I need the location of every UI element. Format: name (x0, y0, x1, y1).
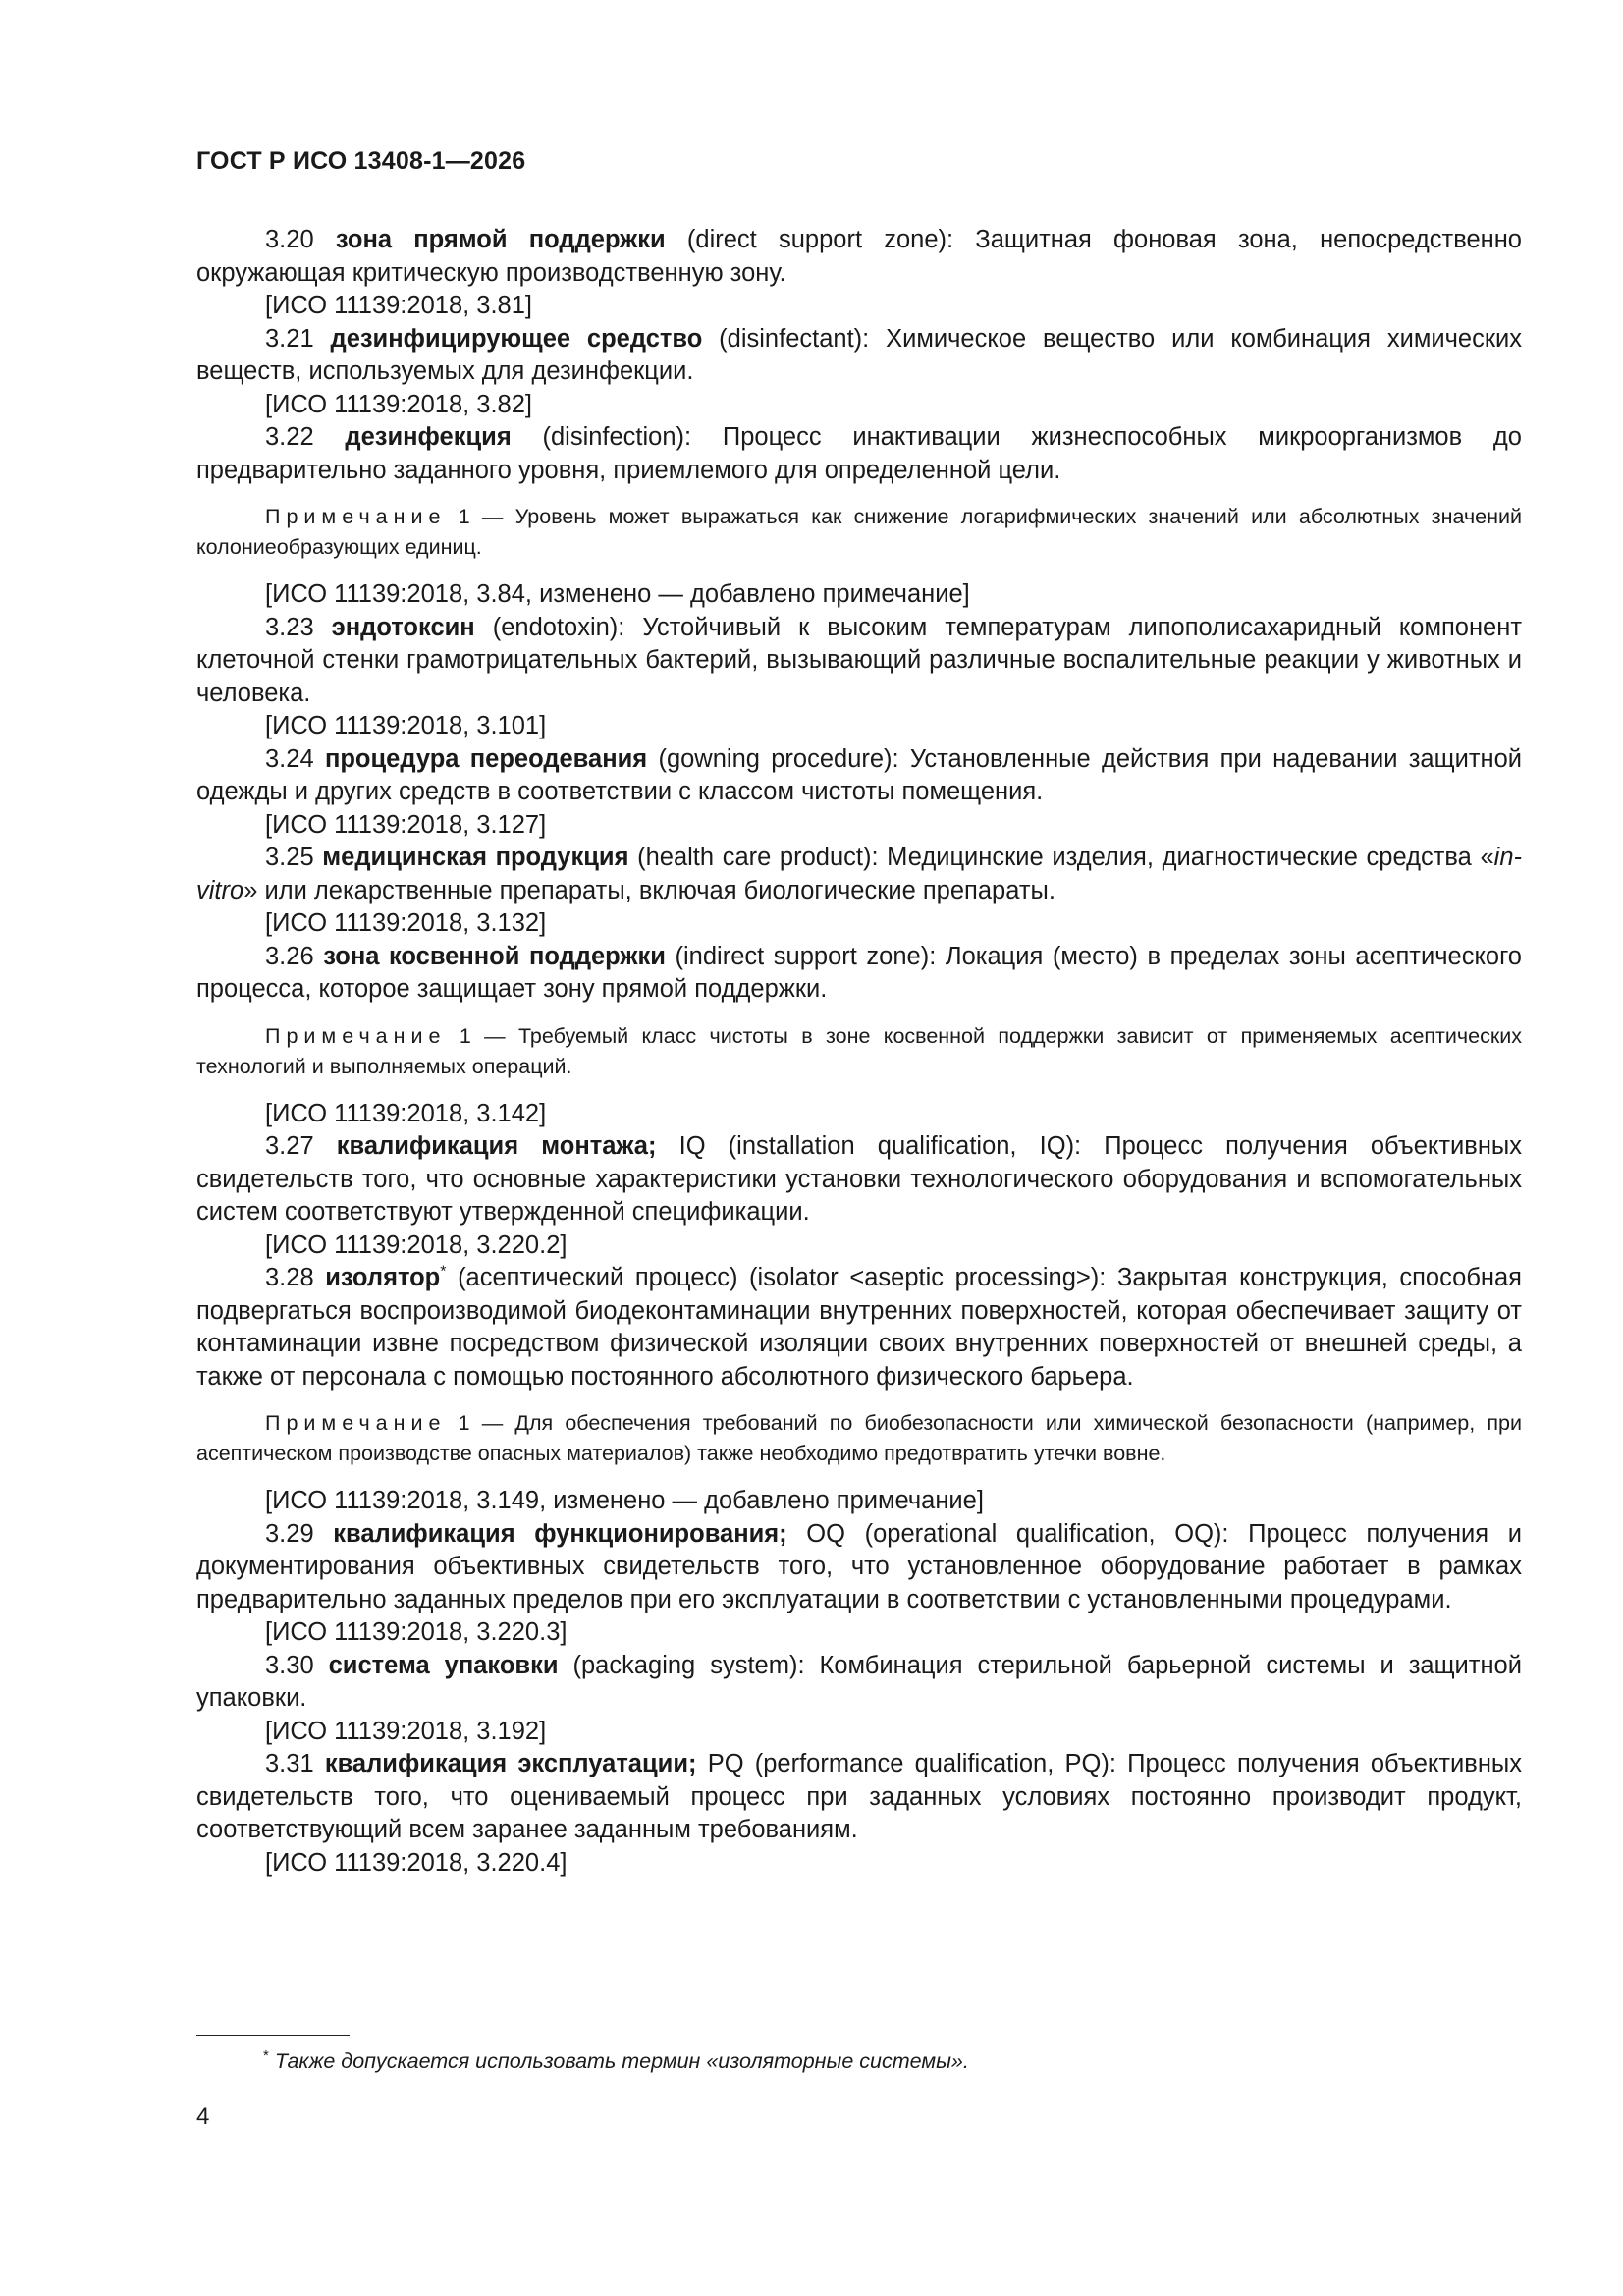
reference: [ИСО 11139:2018, 3.127] (265, 810, 547, 839)
note-text: 1 — Уровень может выражаться как снижение логарифмических значений или абсолютных значений колониеобразующих единиц. (196, 505, 1522, 559)
term-name: медицинская продукция (322, 844, 629, 871)
footnote-text: Также допускается использовать термин «изоляторные системы». (268, 2050, 969, 2073)
entry-number: 3.25 (265, 844, 314, 871)
entry-number: 3.30 (265, 1651, 314, 1679)
term-name: квалификация монтажа; (336, 1132, 657, 1160)
term-entry-3-29 (196, 1518, 1522, 1617)
note (196, 1021, 1522, 1082)
term-entry-3-31 (196, 1748, 1522, 1847)
reference: [ИСО 11139:2018, 3.84, изменено — добавлено примечание] (265, 580, 970, 608)
term-entry-3-28 (196, 1262, 1522, 1394)
term-name: квалификация функционирования; (333, 1519, 787, 1548)
term-definition: (асептический процесс) (isolator <aseptic processing>): Закрытая конструкция, способная подвергаться воспроизводимой биодеконтаминации внутренних поверхностей, которая обеспечивает защиту от контаминации извне посредством физической изоляции своих внутренних поверхностей от внешней среды, а также от персонала с помощью постоянного абсолютного физического барьера. (196, 1264, 1522, 1391)
term-name: система упаковки (328, 1651, 559, 1679)
entry-number: 3.28 (265, 1264, 314, 1291)
reference: [ИСО 11139:2018, 3.101] (265, 712, 547, 739)
entry-number: 3.22 (265, 423, 314, 451)
note-text: 1 — Требуемый класс чистоты в зоне косвенной поддержки зависит от применяемых асептических технологий и выполняемых операций. (196, 1023, 1522, 1078)
entry-number: 3.20 (265, 226, 314, 253)
reference: [ИСО 11139:2018, 3.220.4] (265, 1848, 568, 1877)
entry-number: 3.23 (265, 613, 314, 641)
term-entry-3-22 (196, 421, 1522, 487)
reference: [ИСО 11139:2018, 3.132] (265, 909, 547, 937)
term-definition: (disinfectant): Химическое вещество или комбинация химических веществ, используемых для дезинфекции. (196, 324, 1522, 385)
entry-number: 3.26 (265, 942, 314, 970)
footnote-separator (196, 2035, 350, 2036)
term-name: изолятор (325, 1264, 441, 1291)
term-name: процедура переодевания (324, 744, 648, 773)
term-definition: (indirect support zone): Локация (место) в пределах зоны асептического процесса, которое защищает зону прямой поддержки. (196, 942, 1522, 1003)
term-name: зона прямой поддержки (335, 226, 666, 253)
term-definition: OQ (operational qualification, OQ): Процесс получения и документирования объективных свидетельств того, что установленное оборудование работает в рамках предварительно заданных пределов при его эксплуатации в соответствии с установленными процедурами. (196, 1519, 1522, 1613)
term-name: квалификация эксплуатации; (324, 1750, 697, 1777)
reference: [ИСО 11139:2018, 3.142] (265, 1099, 547, 1127)
reference: [ИСО 11139:2018, 3.220.2] (265, 1230, 568, 1259)
term-entry-3-24 (196, 743, 1522, 809)
term-definition-part-a: (health care product): Медицинские изделия, диагностические средства « (628, 844, 1494, 871)
term-definition: (gowning procedure): Установленные действия при надевании защитной одежды и других средств в соответствии с классом чистоты помещения. (196, 744, 1523, 805)
reference: [ИСО 11139:2018, 3.220.3] (265, 1618, 568, 1646)
term-definition: (endotoxin): Устойчивый к высоким температурам липополисахаридный компонент клеточной стенки грамотрицательных бактерий, вызывающий различные воспалительные реакции у животных и человека. (196, 613, 1522, 707)
term-name: дезинфекция (345, 423, 512, 451)
term-definition-italic: in-vitro (196, 844, 1522, 904)
footnote (263, 2047, 969, 2076)
term-entry-3-26 (196, 941, 1522, 1007)
note-text: 1 — Для обеспечения требований по биобезопасности или химической безопасности (например, при асептическом производстве опасных материалов) также необходимо предотвратить утечки вовне. (196, 1411, 1522, 1465)
entry-number: 3.31 (265, 1750, 314, 1777)
entry-number: 3.24 (265, 744, 314, 773)
note (196, 1408, 1522, 1469)
entry-number: 3.27 (265, 1132, 314, 1160)
term-definition: (disinfection): Процесс инактивации жизнеспособных микроорганизмов до предварительно заданного уровня, приемлемого для определенной цели. (196, 423, 1522, 484)
page-number: 4 (196, 2104, 210, 2130)
entry-number: 3.29 (265, 1519, 314, 1548)
term-entry-3-27 (196, 1130, 1522, 1230)
entry-number: 3.21 (265, 324, 314, 353)
term-definition: (direct support zone): Защитная фоновая зона, непосредственно окружающая критическую производственную зону. (196, 226, 1522, 287)
term-definition: (packaging system): Комбинация стерильной барьерной системы и защитной упаковки. (196, 1651, 1522, 1712)
reference: [ИСО 11139:2018, 3.149, изменено — добавлено примечание] (265, 1487, 984, 1514)
note-label: Примечание (265, 1023, 447, 1048)
note (196, 502, 1522, 563)
term-name: эндотоксин (331, 613, 475, 641)
term-entry-3-25 (196, 842, 1522, 907)
footnote-mark: * (263, 2047, 269, 2064)
term-entry-3-30 (196, 1650, 1522, 1716)
note-label: Примечание (265, 505, 447, 528)
footnote-marker: * (440, 1263, 447, 1281)
reference: [ИСО 11139:2018, 3.82] (265, 390, 533, 418)
term-entry-3-20 (196, 224, 1522, 290)
reference: [ИСО 11139:2018, 3.192] (265, 1717, 547, 1745)
term-entry-3-21 (196, 323, 1522, 389)
term-definition: IQ (installation qualification, IQ): Процесс получения объективных свидетельств того, что основные характеристики установки технологического оборудования и вспомогательных систем соответствуют утвержденной спецификации. (196, 1132, 1523, 1226)
reference: [ИСО 11139:2018, 3.81] (265, 292, 533, 319)
note-label: Примечание (265, 1411, 447, 1435)
document-header: ГОСТ Р ИСО 13408-1—2026 (196, 147, 526, 175)
term-definition-part-b: » или лекарственные препараты, включая биологические препараты. (243, 876, 1055, 904)
terms-section (196, 224, 1522, 1880)
term-entry-3-23 (196, 612, 1522, 711)
term-definition: PQ (performance qualification, PQ): Процесс получения объективных свидетельств того, что оцениваемый процесс при заданных условиях постоянно производит продукт, соответствующий всем заранее заданным требованиям. (196, 1750, 1522, 1843)
term-name: дезинфицирующее средство (330, 324, 703, 353)
term-name: зона косвенной поддержки (323, 942, 666, 970)
